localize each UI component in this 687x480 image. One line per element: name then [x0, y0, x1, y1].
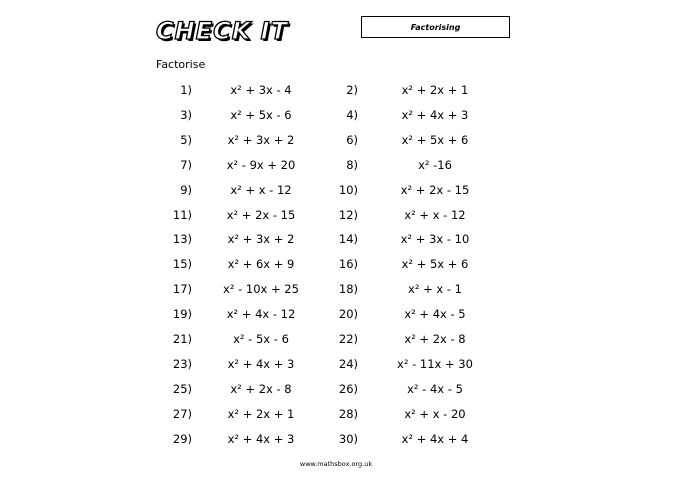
- question-expression: x² + 4x + 4: [401, 431, 469, 446]
- question-number: 22): [338, 332, 358, 346]
- question-expression: x² + x - 1: [408, 282, 462, 297]
- question-number: 14): [338, 232, 358, 247]
- question-number: 28): [338, 406, 358, 421]
- question-number: 27): [172, 406, 192, 421]
- question-number: 1): [180, 83, 192, 97]
- question-expression: x² + 3x + 2: [227, 132, 295, 147]
- question-expression: x² + 4x - 5: [404, 307, 466, 322]
- question-expression: x² - 5x - 6: [233, 332, 289, 346]
- question-number: 4): [346, 107, 358, 122]
- question-expression: x² + 3x - 10: [400, 232, 470, 247]
- question-number: 24): [338, 356, 358, 371]
- question-number: 21): [172, 332, 192, 346]
- question-number: 13): [172, 232, 192, 247]
- question-expression: x² + 5x + 6: [401, 132, 469, 147]
- question-expression: x² + 4x + 3: [227, 431, 295, 446]
- footer-url: www.mathsbox.org.uk: [299, 460, 373, 468]
- question-expression: x² -16: [418, 157, 452, 172]
- question-number: 6): [346, 132, 358, 147]
- question-expression: x² - 9x + 20: [226, 157, 296, 172]
- question-number: 16): [338, 257, 358, 272]
- question-expression: x² + 2x + 1: [401, 83, 469, 97]
- question-number: 25): [172, 381, 192, 396]
- question-expression: x² + 2x - 15: [226, 207, 296, 222]
- question-expression: x² + 4x + 3: [401, 107, 469, 122]
- topic-title: Factorising: [410, 22, 461, 32]
- question-number: 8): [346, 157, 358, 172]
- question-number: 30): [338, 431, 358, 446]
- question-expression: x² - 11x + 30: [397, 356, 473, 371]
- question-expression: x² + 6x + 9: [227, 257, 295, 272]
- question-number: 26): [338, 381, 358, 396]
- question-expression: x² + 3x - 4: [230, 83, 292, 97]
- question-expression: x² - 4x - 5: [407, 381, 463, 396]
- question-expression: x² - 10x + 25: [223, 282, 299, 297]
- question-number: 15): [172, 257, 192, 272]
- question-expression: x² + 2x - 15: [400, 182, 470, 197]
- question-expression: x² + 4x - 12: [226, 307, 296, 322]
- question-expression: x² + 2x + 1: [227, 406, 295, 421]
- question-number: 19): [172, 307, 192, 322]
- question-expression: x² + 2x - 8: [230, 381, 292, 396]
- question-expression: x² + 5x + 6: [401, 257, 469, 272]
- instruction-text: Factorise: [156, 58, 206, 71]
- question-expression: x² + x - 20: [404, 406, 466, 421]
- question-number: 29): [172, 431, 192, 446]
- question-number: 17): [172, 282, 192, 297]
- question-expression: x² + 5x - 6: [230, 107, 292, 122]
- question-number: 9): [180, 182, 192, 197]
- question-number: 23): [172, 356, 192, 371]
- question-number: 10): [338, 182, 358, 197]
- check-it-logo: CHECK IT: [156, 17, 288, 45]
- question-number: 3): [180, 107, 192, 122]
- question-expression: x² + x - 12: [404, 207, 466, 222]
- question-number: 7): [180, 157, 192, 172]
- question-number: 11): [172, 207, 192, 222]
- question-expression: x² + 2x - 8: [404, 332, 466, 346]
- question-number: 20): [338, 307, 358, 322]
- question-number: 18): [338, 282, 358, 297]
- question-expression: x² + 4x + 3: [227, 356, 295, 371]
- question-expression: x² + 3x + 2: [227, 232, 295, 247]
- question-number: 5): [180, 132, 192, 147]
- question-number: 2): [346, 83, 358, 97]
- question-number: 12): [338, 207, 358, 222]
- question-expression: x² + x - 12: [230, 182, 292, 197]
